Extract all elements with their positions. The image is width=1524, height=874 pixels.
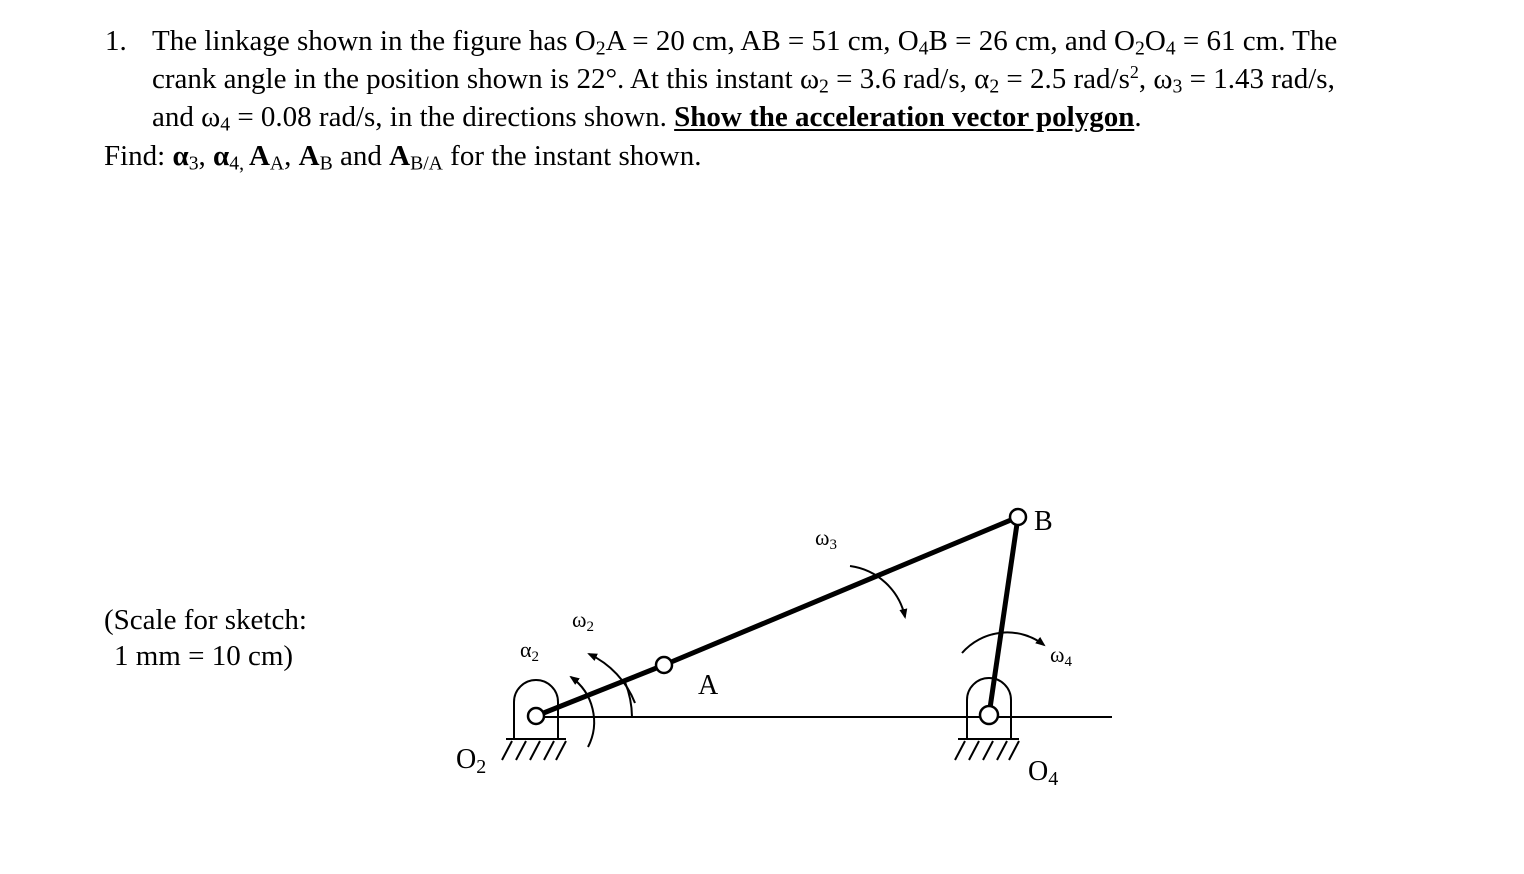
joint-o4 <box>980 706 998 724</box>
scale-note-line-2: 1 mm = 10 cm) <box>114 640 294 672</box>
instruction-emphasis: Show the acceleration vector polygon <box>674 101 1135 133</box>
problem-number: 1. <box>105 25 127 57</box>
point-o4-label: O4 <box>1028 756 1059 790</box>
point-o2-label: O2 <box>456 744 487 778</box>
omega4-label: ω4 <box>1050 642 1072 670</box>
problem-line-3: and $\omega_4 = 0.08$ rad/s, in the directions shown. Show the acceleration vector polygon. <box>152 101 1142 136</box>
scale-note-line-1: (Scale for sketch: <box>104 604 307 636</box>
problem-line-2: crank angle in the position shown is 22°. At this instant $\omega_2 = 3.6$ rad/s, $\alpha_2 = 2.5$ rad/$s^2$, $\omega_3 = 1.43$ rad/s, <box>152 62 1335 98</box>
point-a-label: A <box>698 670 719 701</box>
alpha2-label: α2 <box>520 637 540 665</box>
problem-line-1: The linkage shown in the figure has $O_2A = 20$ cm, AB = 51 cm, $O_4B = 26$ cm, and $O_2O_4 = 61$ cm. The <box>152 25 1338 60</box>
alpha2-arrow <box>571 677 594 747</box>
omega3-label: ω3 <box>815 525 837 553</box>
joint-a <box>656 657 672 673</box>
problem-find-line: Find: $\alpha_3$, $\alpha_{4,}$ $A_A$, $A_B$ and $A_{B/A}$ for the instant shown. <box>104 140 702 175</box>
link-ab <box>664 517 1018 665</box>
link-o4b <box>989 517 1018 715</box>
omega2-label: ω2 <box>572 607 594 635</box>
joint-b <box>1010 509 1026 525</box>
joint-o2 <box>528 708 544 724</box>
point-b-label: B <box>1034 506 1053 537</box>
